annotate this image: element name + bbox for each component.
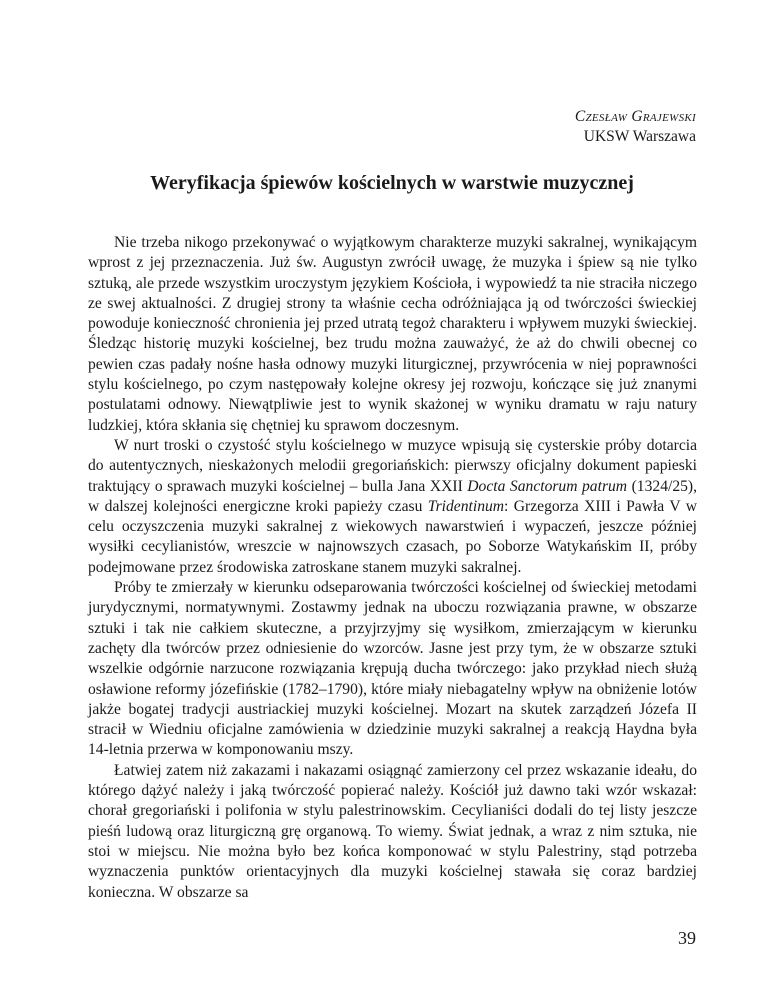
affiliation: UKSW Warszawa xyxy=(583,128,696,145)
paragraph-2-start: W nurt troski o czystość stylu kościelnego w muzyce wpisują się cysterskie próby dotarcia do autentycznych, nieskażonych melodii gregoriańskich: pierwszy oficjalny dokument papieski traktujący o sprawach muzyki kościelnej – bulla Jana XXII xyxy=(88,436,697,495)
paragraph-2-end: : Grzegorza XIII i Pawła V w celu oczyszczenia muzyki sakralnej z wiekowych nawarstwień i wypaczeń, jeszcze później wysiłki cecylianistów, wreszcie w najnowszych czasach, po Soborze Watykańskim II, próby podejmowane przez środowiska zatroskane stanem muzyki sakralnej. xyxy=(88,497,697,576)
bull-title-italic: Docta Sanctorum patrum xyxy=(467,477,628,495)
author-block xyxy=(575,107,696,147)
author-name: Czesław Grajewski xyxy=(574,108,696,125)
paragraph-2-mid: (1324/25), w dalszej kolejności energiczne kroki papieży czasu xyxy=(88,477,698,515)
article-body xyxy=(88,233,697,903)
paragraph-4: Łatwiej zatem niż zakazami i nakazami osiągnąć zamierzony cel przez wskazanie ideału, do którego dążyć należy i jaką twórczość popierać należy. Kościół już dawno taki wzór wskazał: chorał gregoriański i polifonia w stylu palestrinowskim. Cecylianiści dodali do tej listy jeszcze pieśń ludową oraz liturgiczną grę organową. To wiemy. Świat jednak, a wraz z nim sztuka, nie stoi w miejscu. Nie można było bez końca komponować w stylu Palestriny, stąd potrzeba wyznaczenia punktów orientacyjnych dla muzyki kościelnej stawała się coraz bardziej konieczna. W obszarze sa xyxy=(88,761,697,901)
paragraph-1: Nie trzeba nikogo przekonywać o wyjątkowym charakterze muzyki sakralnej, wynikającym wprost z jej przeznaczenia. Już św. Augustyn zwrócił uwagę, że muzyka i śpiew są nie tylko sztuką, ale przede wszystkim uroczystym językiem Kościoła, i wypowiedź ta nie straciła niczego ze swej aktualności. Z drugiej strony ta właśnie cecha odróżniająca ją od twórczości świeckiej powoduje konieczność chronienia jej przed utratą tegoż charakteru i wpływem muzyki świeckiej. Śledząc historię muzyki kościelnej, bez trudu można zauważyć, że aż do chwili obecnej co pewien czas padały nośne hasła odnowy muzyki liturgicznej, przywrócenia w niej poprawności stylu kościelnego, po czym następowały kolejne okresy jej rozwoju, kończące się już znanymi postulatami odnowy. Niewątpliwie jest to wynik skażonej w wyniku dramatu w raju natury ludzkiej, która skłania się chętniej ku sprawom doczesnym. xyxy=(88,234,697,434)
paragraph-3: Próby te zmierzały w kierunku odseparowania twórczości kościelnej od świeckiej metodami jurydycznymi, normatywnymi. Zostawmy jednak na uboczu rozwiązania prawne, w obszarze sztuki i tak nie całkiem skuteczne, a przyjrzyjmy się wysiłkom, zmierzającym w kierunku zachęty dla twórców przez odniesienie do wzorców. Jasne jest przy tym, że w obszarze sztuki wszelkie odgórnie narzucone rozwiązania krępują ducha twórczego: jako przykład niech służą osławione reformy józefińskie (1782–1790), które miały niebagatelny wpływ na obniżenie lotów jakże bogatej tradycji austriackiej muzyki kościelnej. Mozart na skutek zarządzeń Józefa II stracił w Wiedniu oficjalne zamówienia w dziedzinie muzyki sakralnej a reakcją Haydna była 14-letnia przerwa w komponowaniu mszy. xyxy=(88,579,697,759)
article-title: Weryfikacja śpiewów kościelnych w warstwie muzycznej xyxy=(150,172,634,194)
tridentinum-italic: Tridentinum xyxy=(427,497,505,515)
page-number: 39 xyxy=(678,928,696,948)
paragraph-2 xyxy=(88,436,697,578)
